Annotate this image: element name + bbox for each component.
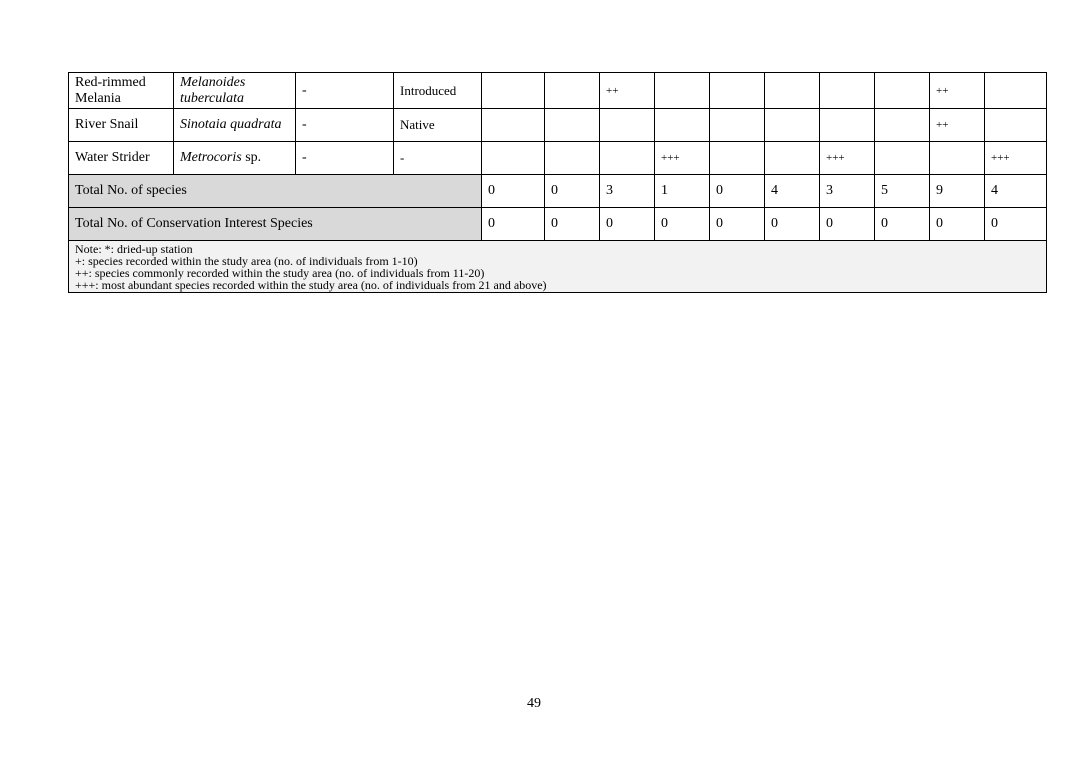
note-line: +++: most abundant species recorded within the study area (no. of individuals from 21 and above): [75, 278, 547, 292]
total-value-cell: 9: [930, 175, 985, 208]
table-notes: [69, 241, 1047, 293]
abundance-cell: [600, 142, 655, 175]
abundance-cell: +++: [985, 142, 1047, 175]
total-value-cell: 0: [482, 208, 545, 241]
col3-cell: -: [296, 73, 394, 109]
total-conservation-label: Total No. of Conservation Interest Species: [69, 208, 482, 241]
abundance-cell: [875, 109, 930, 142]
species-table: [68, 72, 1047, 293]
total-value-cell: 5: [875, 175, 930, 208]
abundance-cell: [600, 109, 655, 142]
total-value-cell: 0: [765, 208, 820, 241]
total-value-cell: 3: [820, 175, 875, 208]
notes-row: [69, 241, 1047, 293]
abundance-cell: [545, 109, 600, 142]
abundance-cell: [655, 109, 710, 142]
species-row: [69, 109, 1047, 142]
total-value-cell: 0: [875, 208, 930, 241]
note-line: ++: species commonly recorded within the study area (no. of individuals from 11-20): [75, 266, 485, 280]
common-name-cell: Water Strider: [69, 142, 174, 175]
abundance-cell: [482, 73, 545, 109]
total-value-cell: 4: [985, 175, 1047, 208]
total-value-cell: 0: [710, 175, 765, 208]
col3-cell: -: [296, 142, 394, 175]
abundance-cell: [930, 142, 985, 175]
total-value-cell: 0: [820, 208, 875, 241]
abundance-cell: [820, 73, 875, 109]
abundance-cell: [985, 109, 1047, 142]
species-row: [69, 73, 1047, 109]
total-value-cell: 0: [545, 208, 600, 241]
abundance-cell: ++: [930, 73, 985, 109]
total-value-cell: 0: [710, 208, 765, 241]
abundance-cell: [985, 73, 1047, 109]
abundance-cell: [655, 73, 710, 109]
abundance-cell: +++: [655, 142, 710, 175]
abundance-cell: [545, 142, 600, 175]
total-value-cell: 1: [655, 175, 710, 208]
total-value-cell: 0: [545, 175, 600, 208]
note-line: Note: *: dried-up station: [75, 242, 193, 256]
abundance-cell: [482, 109, 545, 142]
abundance-cell: [545, 73, 600, 109]
abundance-cell: [765, 109, 820, 142]
total-value-cell: 0: [600, 208, 655, 241]
species-row: [69, 142, 1047, 175]
abundance-cell: [710, 73, 765, 109]
abundance-cell: [820, 109, 875, 142]
status-cell: Introduced: [394, 73, 482, 109]
scientific-name-cell: Metrocoris sp.: [174, 142, 296, 175]
total-value-cell: 0: [930, 208, 985, 241]
total-value-cell: 0: [985, 208, 1047, 241]
col3-cell: -: [296, 109, 394, 142]
total-value-cell: 0: [482, 175, 545, 208]
abundance-cell: ++: [600, 73, 655, 109]
abundance-cell: [765, 73, 820, 109]
abundance-cell: [875, 142, 930, 175]
total-species-row: [69, 175, 1047, 208]
common-name-cell: Red-rimmed Melania: [69, 73, 174, 109]
abundance-cell: ++: [930, 109, 985, 142]
note-line: +: species recorded within the study area (no. of individuals from 1-10): [75, 254, 418, 268]
abundance-cell: +++: [820, 142, 875, 175]
scientific-name-cell: Melanoides tuberculata: [174, 73, 296, 109]
abundance-cell: [765, 142, 820, 175]
abundance-cell: [710, 109, 765, 142]
page-number: 49: [527, 696, 541, 711]
abundance-cell: [875, 73, 930, 109]
total-value-cell: 4: [765, 175, 820, 208]
abundance-cell: [482, 142, 545, 175]
total-species-label: Total No. of species: [69, 175, 482, 208]
total-value-cell: 0: [655, 208, 710, 241]
common-name-cell: River Snail: [69, 109, 174, 142]
status-cell: -: [394, 142, 482, 175]
total-conservation-row: [69, 208, 1047, 241]
abundance-cell: [710, 142, 765, 175]
status-cell: Native: [394, 109, 482, 142]
total-value-cell: 3: [600, 175, 655, 208]
scientific-name-cell: Sinotaia quadrata: [174, 109, 296, 142]
